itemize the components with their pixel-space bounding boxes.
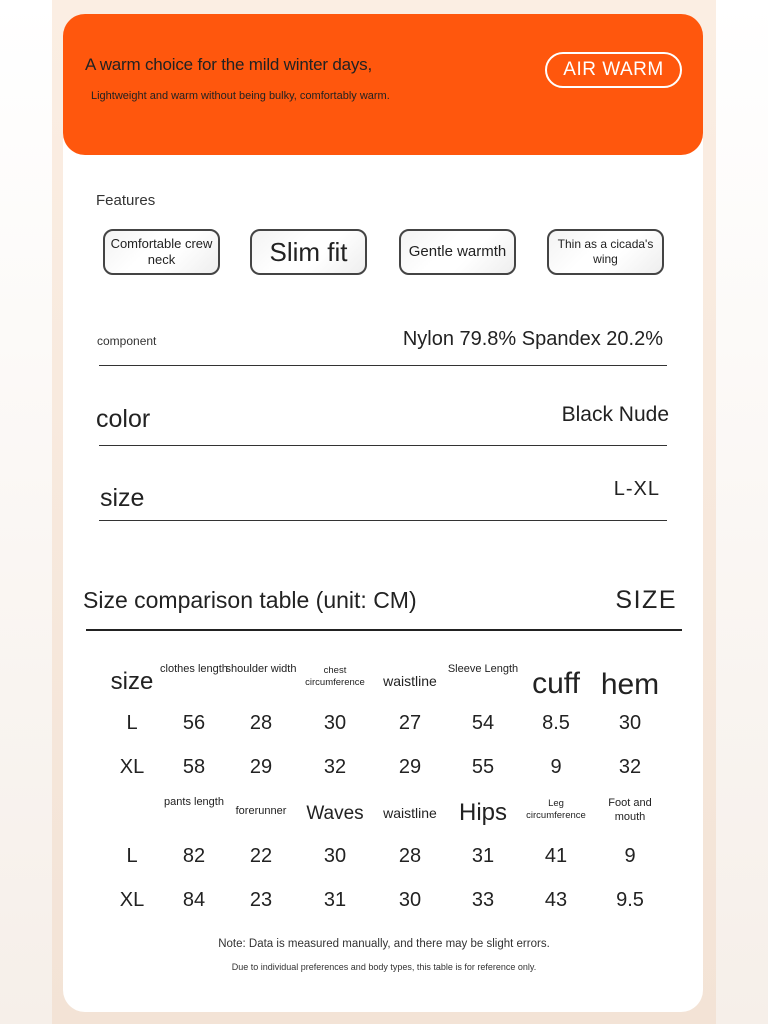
table-cell: 9 bbox=[550, 756, 562, 778]
table-cell: 32 bbox=[618, 756, 642, 778]
table-header: Waves bbox=[306, 803, 364, 824]
table-cell: 23 bbox=[249, 889, 273, 911]
banner-title: A warm choice for the mild winter days, bbox=[85, 55, 372, 74]
table-header: cuff bbox=[532, 667, 580, 700]
table-header: chest circumference bbox=[305, 665, 365, 688]
table-header: Foot and mouth bbox=[608, 797, 652, 823]
table-cell: XL bbox=[119, 889, 145, 911]
table-cell: 8.5 bbox=[542, 712, 570, 734]
table-cell: 30 bbox=[618, 712, 642, 734]
size-table-title: Size comparison table (unit: CM) bbox=[83, 587, 417, 613]
size-label: size bbox=[100, 484, 145, 512]
table-cell: L bbox=[126, 712, 138, 734]
feature-slim-fit: Slim fit bbox=[250, 229, 367, 275]
table-cell: 30 bbox=[323, 845, 347, 867]
right-margin bbox=[716, 0, 768, 1024]
size-value: L-XL bbox=[613, 478, 660, 500]
table-cell: 22 bbox=[249, 845, 273, 867]
table-cell: 43 bbox=[544, 889, 568, 911]
table-cell: XL bbox=[119, 756, 145, 778]
table-header: size bbox=[110, 668, 154, 695]
table-cell: 32 bbox=[323, 756, 347, 778]
component-label: component bbox=[97, 334, 157, 348]
table-cell: 82 bbox=[182, 845, 206, 867]
table-cell: 9.5 bbox=[616, 889, 644, 911]
left-margin bbox=[0, 0, 52, 1024]
table-cell: 41 bbox=[544, 845, 568, 867]
table-cell: 30 bbox=[323, 712, 347, 734]
table-rule bbox=[86, 629, 682, 631]
table-header: shoulder width bbox=[225, 663, 297, 675]
table-cell: 28 bbox=[398, 845, 422, 867]
divider bbox=[99, 445, 667, 446]
feature-gentle-warmth: Gentle warmth bbox=[399, 229, 516, 275]
table-cell: 31 bbox=[323, 889, 347, 911]
measurement-note: Note: Data is measured manually, and there may be slight errors. bbox=[218, 938, 550, 950]
color-value: Black Nude bbox=[561, 403, 669, 426]
color-label: color bbox=[96, 405, 151, 433]
table-cell: 28 bbox=[249, 712, 273, 734]
table-header: pants length bbox=[164, 796, 224, 808]
table-header: clothes length bbox=[160, 663, 228, 675]
table-cell: 31 bbox=[471, 845, 495, 867]
table-cell: 29 bbox=[249, 756, 273, 778]
table-header: forerunner bbox=[235, 805, 287, 817]
component-value: Nylon 79.8% Spandex 20.2% bbox=[402, 328, 663, 350]
table-cell: 33 bbox=[471, 889, 495, 911]
feature-crew-neck: Comfortable crew neck bbox=[103, 229, 220, 275]
table-cell: 27 bbox=[398, 712, 422, 734]
table-cell: 30 bbox=[398, 889, 422, 911]
table-cell: 29 bbox=[398, 756, 422, 778]
table-header: hem bbox=[600, 668, 660, 701]
banner-subtitle: Lightweight and warm without being bulky, comfortably warm. bbox=[91, 90, 390, 102]
table-cell: 54 bbox=[471, 712, 495, 734]
table-cell: 84 bbox=[182, 889, 206, 911]
divider bbox=[99, 520, 667, 521]
size-table-tag: SIZE bbox=[615, 586, 677, 614]
table-cell: 9 bbox=[624, 845, 636, 867]
table-header: waistline bbox=[383, 673, 437, 689]
features-label: Features bbox=[96, 192, 156, 209]
table-header: Leg circumference bbox=[526, 798, 586, 821]
table-cell: 55 bbox=[471, 756, 495, 778]
air-warm-badge: AIR WARM bbox=[545, 52, 682, 88]
table-cell: 56 bbox=[182, 712, 206, 734]
table-header: waistline bbox=[383, 805, 437, 821]
table-cell: L bbox=[126, 845, 138, 867]
table-header: Sleeve Length bbox=[447, 663, 519, 675]
feature-thin: Thin as a cicada's wing bbox=[547, 229, 664, 275]
divider bbox=[99, 365, 667, 366]
table-cell: 58 bbox=[182, 756, 206, 778]
table-header: Hips bbox=[458, 799, 507, 826]
reference-note: Due to individual preferences and body types, this table is for reference only. bbox=[231, 962, 537, 972]
